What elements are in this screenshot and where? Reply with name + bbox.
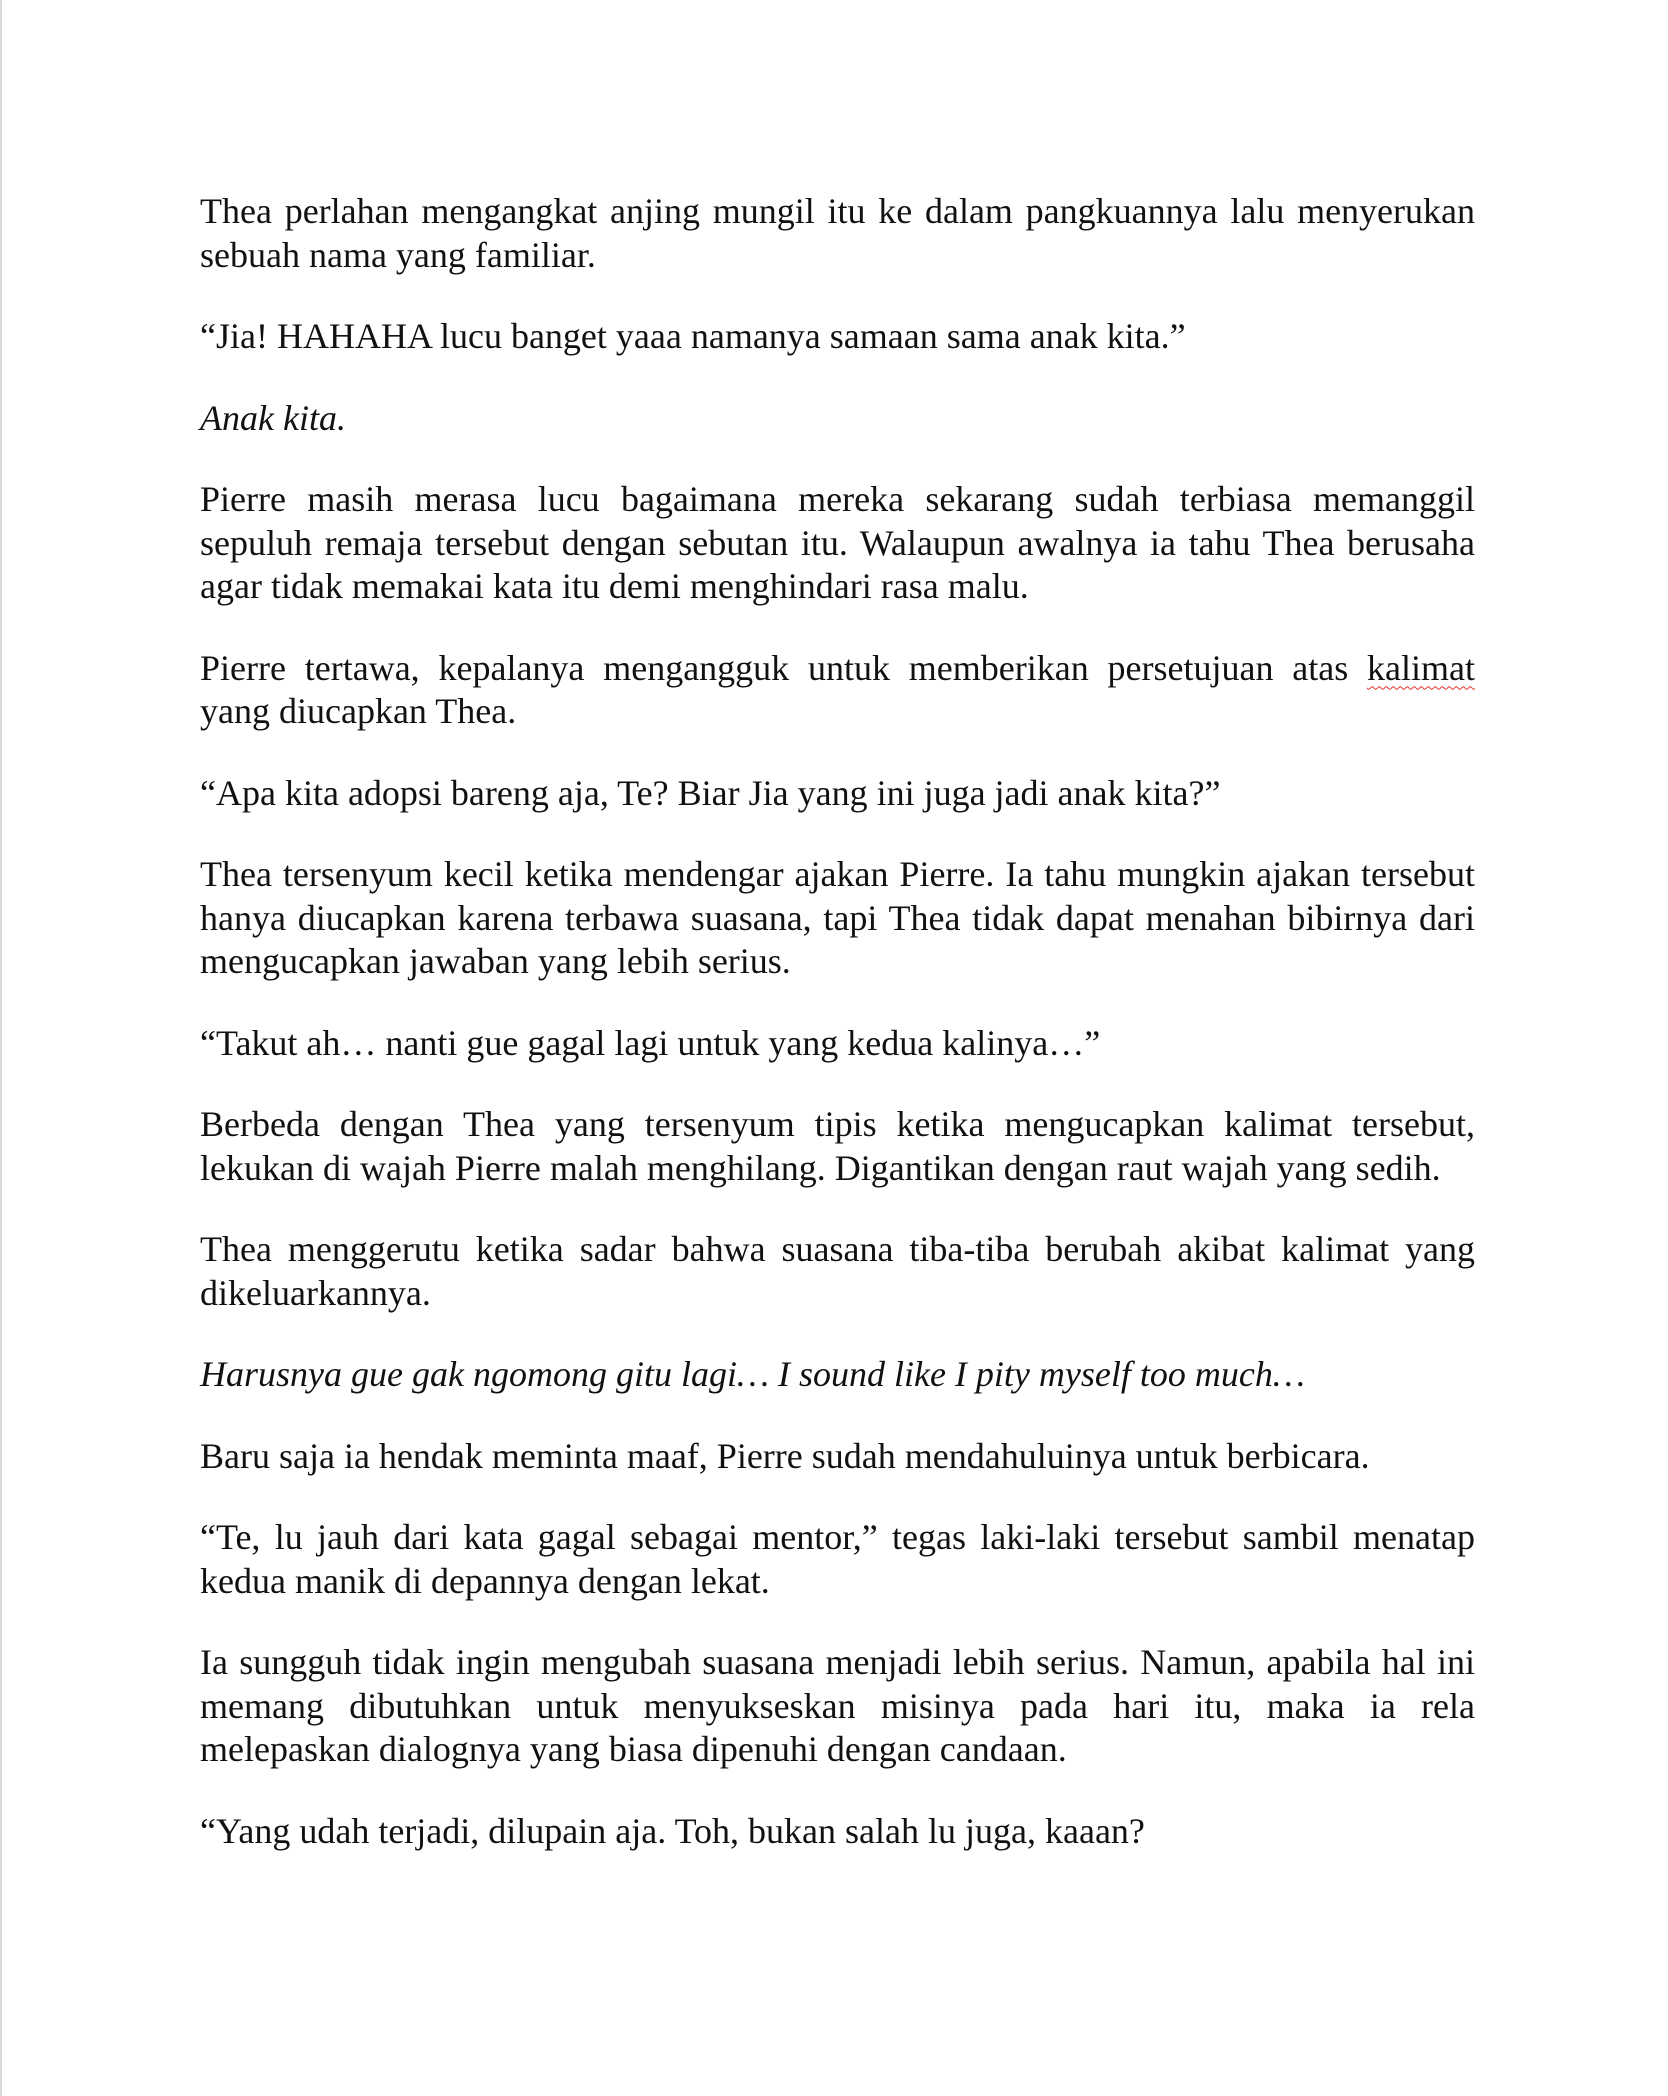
italic-thought-paragraph: Harusnya gue gak ngomong gitu lagi… I sound like I pity myself too much… [200, 1354, 1305, 1394]
dialogue-paragraph: “Yang udah terjadi, dilupain aja. Toh, bukan salah lu juga, kaaan? [200, 1810, 1145, 1851]
paragraph: Thea menggerutu ketika sadar bahwa suasana tiba-tiba berubah akibat kalimat yang dikeluarkannya. [200, 1229, 1475, 1313]
italic-thought-paragraph: Anak kita. [200, 397, 346, 438]
paragraph: Berbeda dengan Thea yang tersenyum tipis ketika mengucapkan kalimat tersebut, lekukan di wajah Pierre malah menghilang. Digantikan dengan raut wajah yang sedih. [200, 1104, 1475, 1188]
paragraph: Thea tersenyum kecil ketika mendengar ajakan Pierre. Ia tahu mungkin ajakan tersebut hanya diucapkan karena terbawa suasana, tapi Thea tidak dapat menahan bibirnya dari mengucapkan jawaban yang lebih serius. [200, 854, 1475, 981]
paragraph-with-spellcheck [200, 647, 1475, 734]
paragraph: Thea perlahan mengangkat anjing mungil itu ke dalam pangkuannya lalu menyerukan sebuah nama yang familiar. [200, 191, 1475, 275]
paragraph-text-segment: yang diucapkan Thea. [200, 691, 517, 731]
spellcheck-flagged-word[interactable]: kalimat [1367, 647, 1475, 688]
paragraph: Ia sungguh tidak ingin mengubah suasana menjadi lebih serius. Namun, apabila hal ini memang dibutuhkan untuk menyukseskan misinya pada hari itu, maka ia rela melepaskan dialognya yang biasa dipenuhi dengan candaan. [200, 1642, 1475, 1769]
document-body[interactable] [200, 190, 1475, 1891]
paragraph-text-segment: Pierre tertawa, kepalanya mengangguk untuk memberikan persetujuan atas [200, 647, 1368, 688]
dialogue-paragraph: “Takut ah… nanti gue gagal lagi untuk yang kedua kalinya…” [200, 1022, 1101, 1063]
dialogue-paragraph: “Jia! HAHAHA lucu banget yaaa namanya samaan sama anak kita.” [200, 316, 1186, 356]
dialogue-paragraph: “Apa kita adopsi bareng aja, Te? Biar Jia yang ini juga jadi anak kita?” [200, 772, 1221, 813]
dialogue-paragraph: “Te, lu jauh dari kata gagal sebagai mentor,” tegas laki-laki tersebut sambil menatap kedua manik di depannya dengan lekat. [200, 1517, 1475, 1601]
paragraph: Pierre masih merasa lucu bagaimana mereka sekarang sudah terbiasa memanggil sepuluh remaja tersebut dengan sebutan itu. Walaupun awalnya ia tahu Thea berusaha agar tidak memakai kata itu demi menghindari rasa malu. [200, 479, 1475, 606]
paragraph: Baru saja ia hendak meminta maaf, Pierre sudah mendahuluinya untuk berbicara. [200, 1435, 1370, 1476]
